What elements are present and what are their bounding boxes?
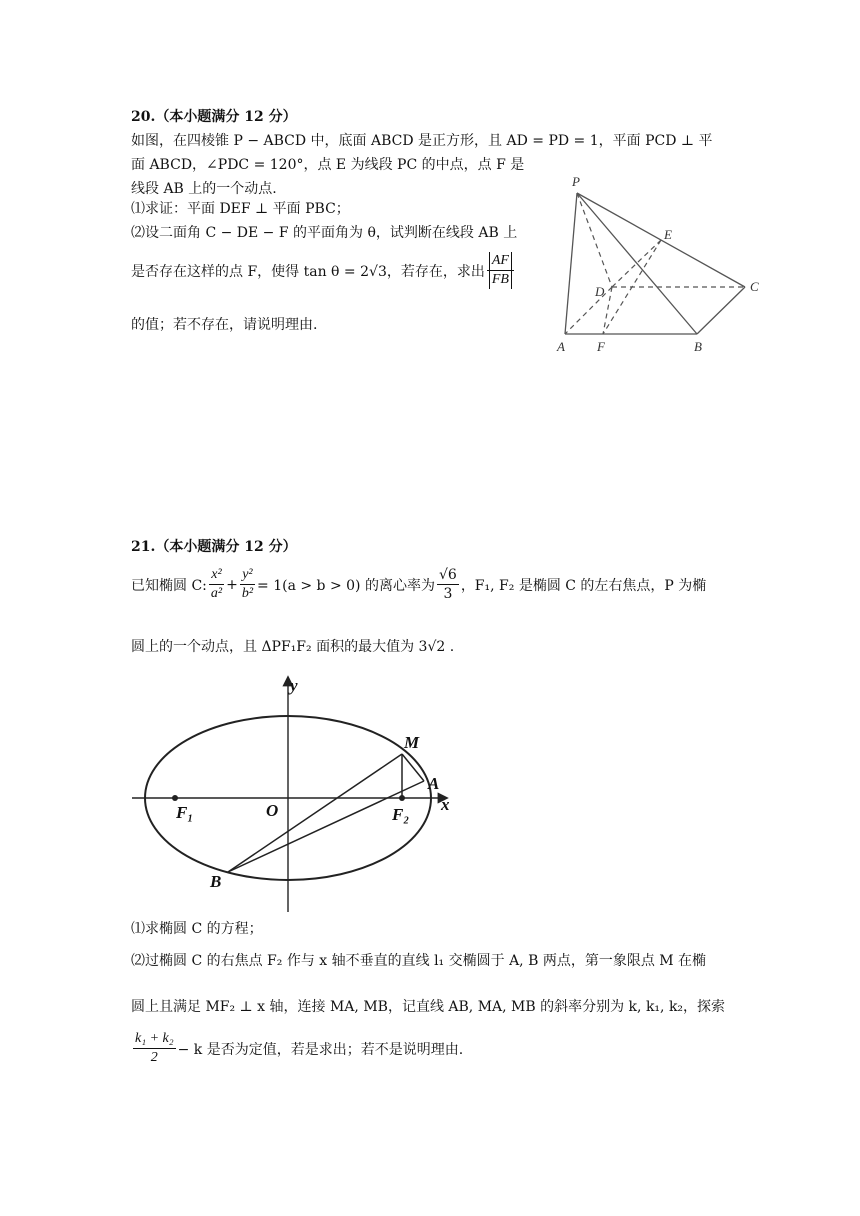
label-b: B [210, 872, 222, 891]
label-x: x [441, 795, 450, 814]
line-bm [228, 754, 402, 872]
plus-sign: + [226, 576, 238, 593]
label-f2: F₂ [392, 805, 410, 824]
label-b: B [694, 339, 702, 354]
problem-21-question2-line3 [131, 1030, 463, 1067]
ellipse-figure [128, 672, 468, 917]
af-fb-fraction [487, 252, 514, 289]
frac3-den: 3 [443, 586, 453, 602]
k-frac-num: k₁ + k₂ [133, 1030, 176, 1049]
edge-pa [565, 193, 577, 334]
label-m: M [404, 733, 420, 752]
problem-20-question1: ⑴求证：平面 DEF ⊥ 平面 PBC； [131, 201, 350, 217]
problem-21-line1 [131, 566, 706, 603]
y2-over-b2 [240, 566, 255, 603]
frac2-den: b² [241, 586, 254, 601]
problem-20-header: 20.（本小题满分 12 分） [131, 109, 297, 125]
label-a: A [428, 774, 440, 793]
label-d: D [595, 284, 605, 299]
problem-20-intro-line2: 面 ABCD，∠PDC = 120°，点 E 为线段 PC 的中点，点 F 是 [131, 157, 525, 173]
question2-tail: − k 是否为定值，若是求出；若不是说明理由. [177, 1041, 464, 1058]
label-f1: F₁ [176, 803, 194, 822]
frac1-num: x² [209, 566, 223, 585]
k-average-fraction [133, 1030, 176, 1067]
problem-20-question2-line1: ⑵设二面角 C − DE − F 的平面角为 θ，试判断在线段 AB 上 [131, 225, 518, 241]
problem-21-question1: ⑴求椭圆 C 的方程； [131, 921, 263, 937]
label-y: y [290, 676, 298, 695]
label-c: C [750, 279, 759, 294]
fb-abs: FB [489, 271, 512, 289]
edge-pd [577, 193, 612, 287]
focus-f2-point [399, 795, 405, 801]
frac1-den: a² [210, 586, 223, 601]
label-a: A [557, 339, 565, 354]
problem-20-intro-line1: 如图，在四棱锥 P − ABCD 中，底面 ABCD 是正方形，且 AD = PD = 1，平面 PCD ⊥ 平 [131, 133, 713, 149]
edge-pb [577, 193, 697, 334]
line1-suffix: ，F₁, F₂ 是椭圆 C 的左右焦点，P 为椭 [460, 577, 707, 594]
label-f: F [597, 339, 605, 354]
af-abs: AF [489, 252, 512, 270]
problem-21-question2-line1: ⑵过椭圆 C 的右焦点 F₂ 作与 x 轴不垂直的直线 l₁ 交椭圆于 A, B 两点，第一象限点 M 在椭 [131, 953, 707, 969]
pyramid-figure [545, 170, 775, 360]
frac2-num: y² [240, 566, 254, 585]
x2-over-a2 [209, 566, 224, 603]
problem-21-line2: 圆上的一个动点，且 ΔPF₁F₂ 面积的最大值为 3√2 . [131, 639, 455, 655]
label-e: E [664, 227, 672, 242]
line-ba [228, 781, 424, 872]
question2-text: 是否存在这样的点 F，使得 tan θ = 2√3，若存在，求出 [131, 263, 485, 280]
problem-21-header: 21.（本小题满分 12 分） [131, 539, 297, 555]
problem-20-intro-line3: 线段 AB 上的一个动点. [131, 181, 277, 197]
label-o: O [266, 801, 279, 820]
eccentricity-fraction [437, 566, 459, 603]
label-p: P [572, 174, 580, 189]
edge-bc [697, 287, 745, 334]
focus-f1-point [172, 795, 178, 801]
k-frac-den: 2 [150, 1050, 158, 1065]
frac3-num: √6 [438, 567, 457, 583]
problem-21-question2-line2: 圆上且满足 MF₂ ⊥ x 轴，连接 MA, MB，记直线 AB, MA, MB 的斜率分别为 k, k₁, k₂，探索 [131, 999, 726, 1015]
problem-20-question2-line3: 的值；若不存在，请说明理由. [131, 317, 318, 333]
line1-prefix: 已知椭圆 C: [131, 577, 207, 594]
line1-middle: = 1(a > b > 0) 的离心率为 [257, 577, 435, 594]
problem-20-question2-line2 [131, 252, 516, 289]
